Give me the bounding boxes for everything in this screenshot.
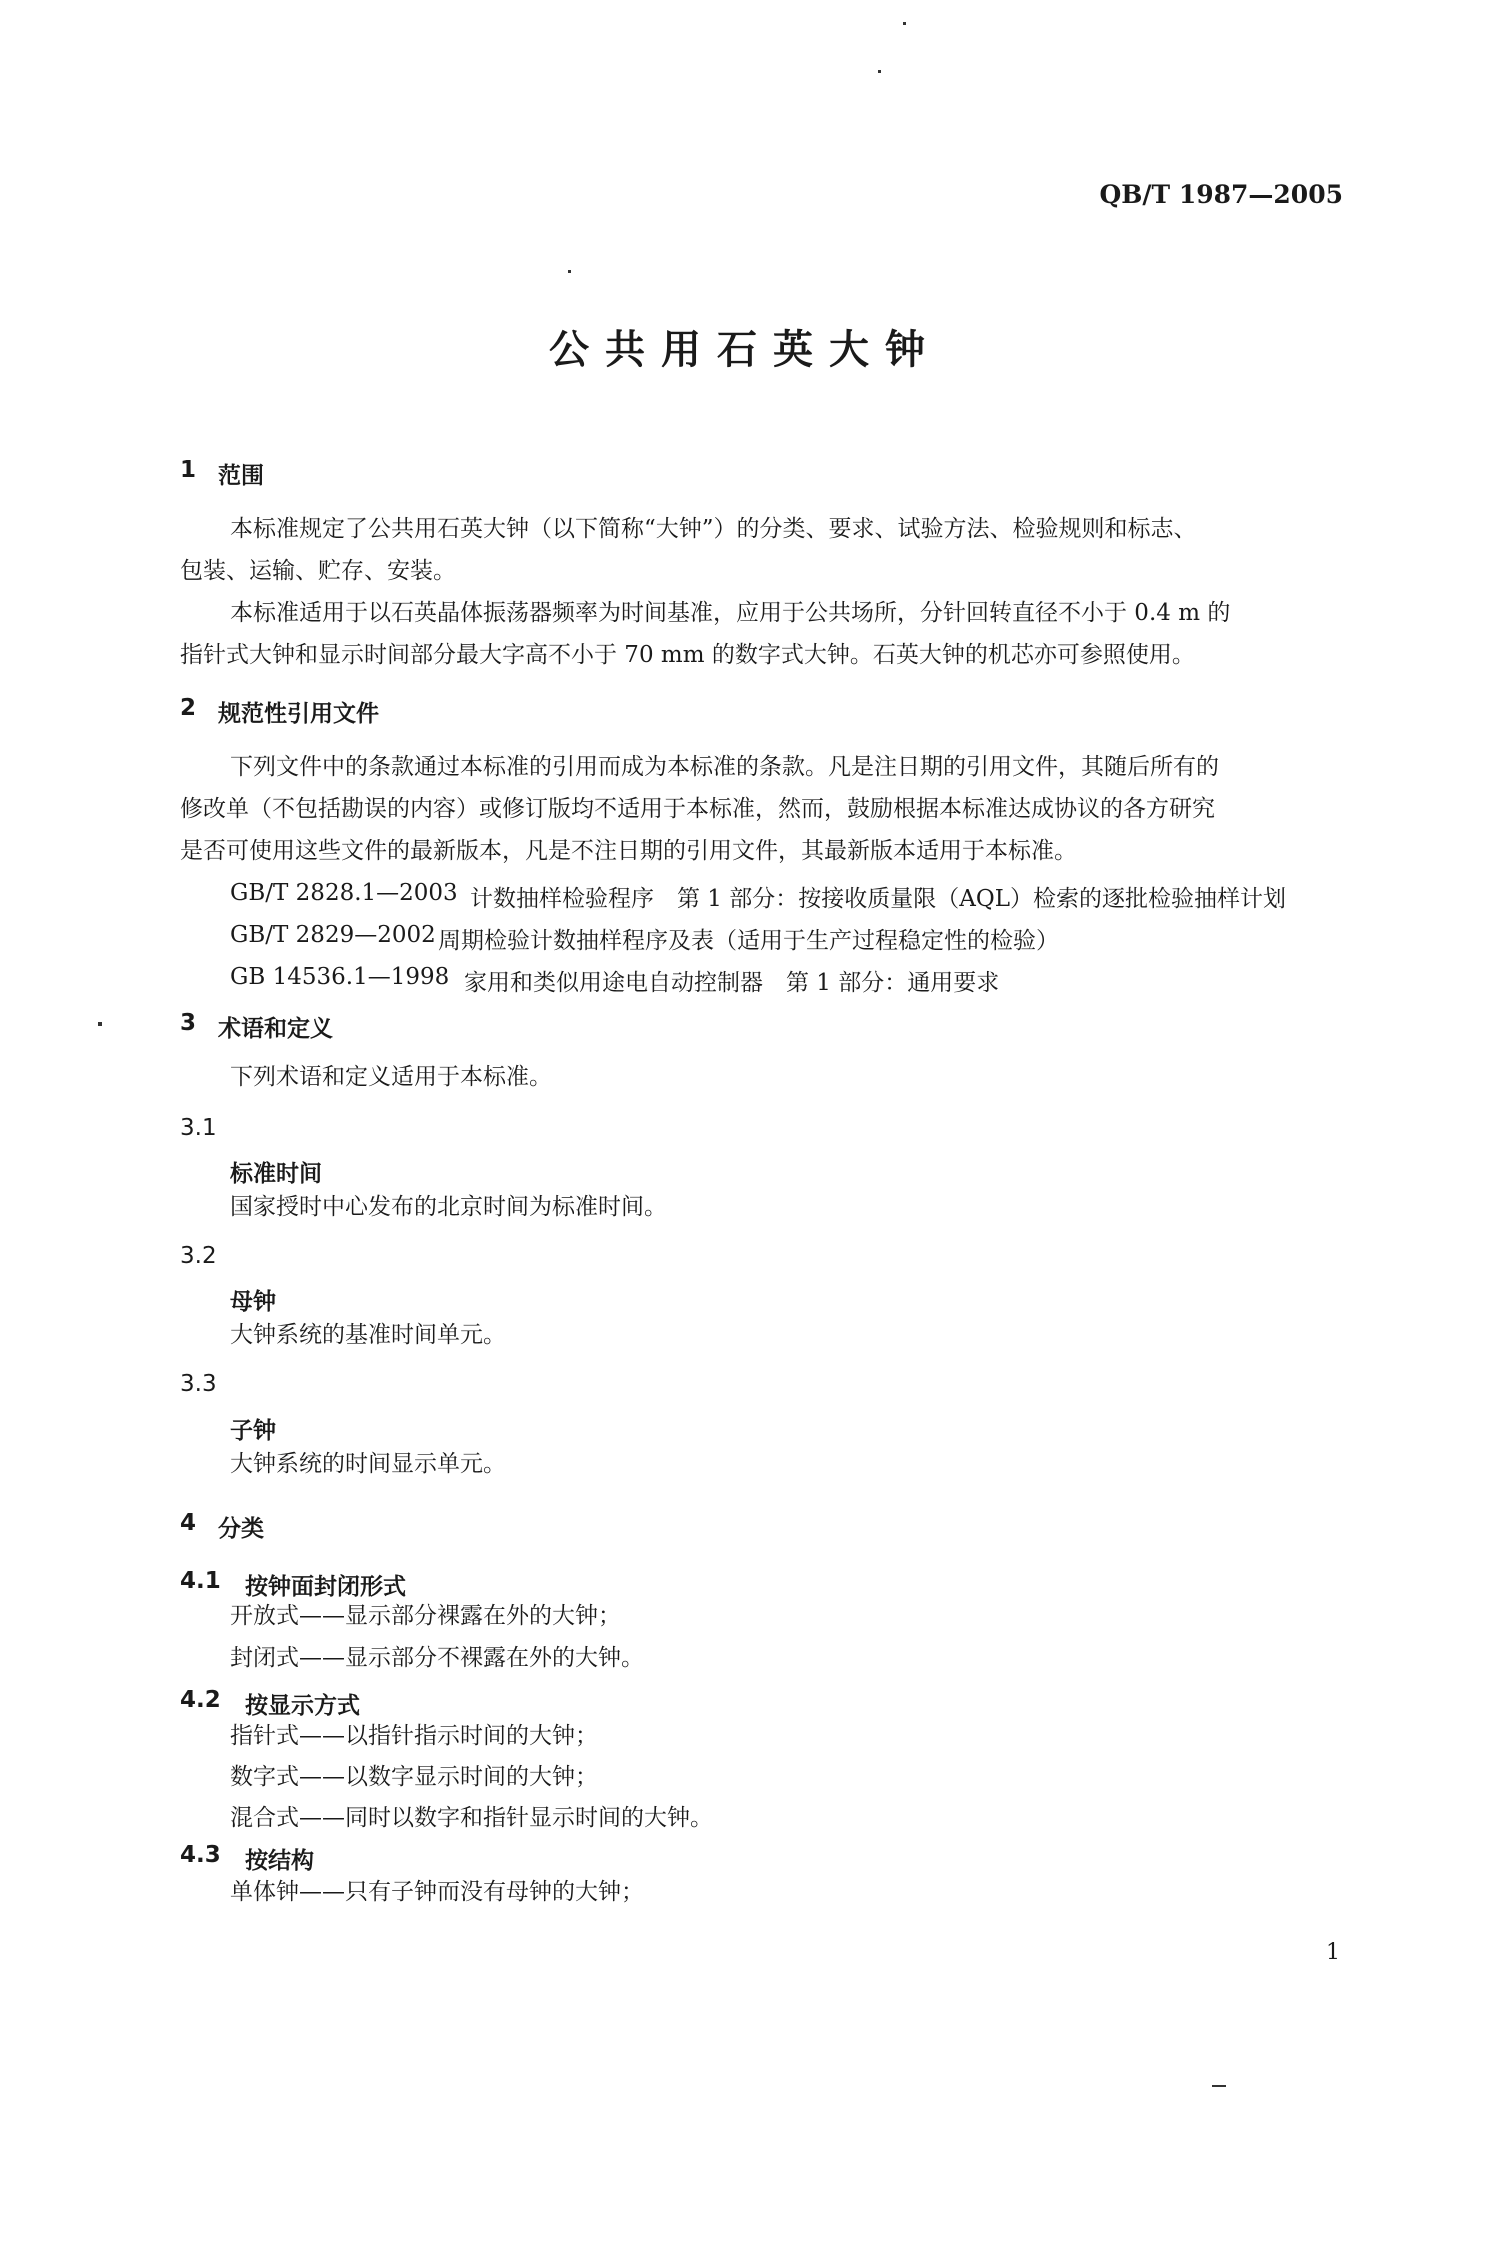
clause-4-1-number: 4.1: [180, 1568, 221, 1594]
section-2-title: 规范性引用文件: [218, 701, 379, 727]
clause-4-2-title: 按显示方式: [245, 1693, 360, 1719]
classification-line: 混合式——同时以数字和指针显示时间的大钟。: [230, 1805, 713, 1831]
page-number: 1: [1326, 1940, 1340, 1965]
normative-intro-line-3: 是否可使用这些文件的最新版本，凡是不注日期的引用文件，其最新版本适用于本标准。: [180, 838, 1077, 864]
classification-line: 指针式——以指针指示时间的大钟；: [230, 1723, 598, 1749]
reference-title: 家用和类似用途电自动控制器 第 1 部分：通用要求: [464, 970, 1000, 996]
term-number: 3.3: [180, 1371, 217, 1397]
section-1-number: 1: [180, 457, 197, 483]
normative-intro-line-1: 下列文件中的条款通过本标准的引用而成为本标准的条款。凡是注日期的引用文件，其随后所有的: [230, 754, 1219, 780]
reference-code: GB/T 2828.1—2003: [230, 880, 458, 906]
classification-line: 数字式——以数字显示时间的大钟；: [230, 1764, 598, 1790]
normative-intro-line-2: 修改单（不包括勘误的内容）或修订版均不适用于本标准，然而，鼓励根据本标准达成协议的各方研究: [180, 796, 1215, 822]
section-3-number: 3: [180, 1010, 197, 1036]
clause-4-2-number: 4.2: [180, 1687, 221, 1713]
section-3-title: 术语和定义: [218, 1016, 333, 1042]
term-name: 子钟: [230, 1418, 276, 1444]
classification-line: 单体钟——只有子钟而没有母钟的大钟；: [230, 1879, 644, 1905]
section-4-number: 4: [180, 1510, 197, 1536]
reference-code: GB/T 2829—2002: [230, 922, 436, 948]
scope-paragraph-2-line-2: 指针式大钟和显示时间部分最大字高不小于 70 mm 的数字式大钟。石英大钟的机芯亦可参照使用。: [180, 642, 1195, 668]
clause-4-1-title: 按钟面封闭形式: [245, 1574, 406, 1600]
terms-intro: 下列术语和定义适用于本标准。: [230, 1064, 552, 1090]
scan-speck: [568, 270, 571, 273]
scope-paragraph-2-line-1: 本标准适用于以石英晶体振荡器频率为时间基准，应用于公共场所，分针回转直径不小于 0.4 m 的: [230, 600, 1231, 626]
document-number: QB/T 1987—2005: [1099, 180, 1343, 209]
clause-4-3-title: 按结构: [245, 1848, 314, 1874]
scope-paragraph-1-line-2: 包装、运输、贮存、安装。: [180, 558, 456, 584]
reference-title: 计数抽样检验程序 第 1 部分：按接收质量限（AQL）检索的逐批检验抽样计划: [470, 886, 1286, 912]
scan-speck: [1212, 2085, 1226, 2087]
classification-line: 开放式——显示部分裸露在外的大钟；: [230, 1603, 621, 1629]
scan-speck: [98, 1022, 102, 1026]
term-name: 标准时间: [230, 1161, 322, 1187]
term-number: 3.2: [180, 1243, 217, 1269]
reference-code: GB 14536.1—1998: [230, 964, 450, 990]
scan-speck: [878, 70, 881, 73]
reference-title: 周期检验计数抽样程序及表（适用于生产过程稳定性的检验）: [438, 928, 1059, 954]
term-name: 母钟: [230, 1289, 276, 1315]
term-definition: 国家授时中心发布的北京时间为标准时间。: [230, 1194, 667, 1220]
term-definition: 大钟系统的时间显示单元。: [230, 1451, 506, 1477]
classification-line: 封闭式——显示部分不裸露在外的大钟。: [230, 1645, 644, 1671]
page-title: 公共用石英大钟: [549, 327, 941, 373]
section-1-title: 范围: [218, 463, 264, 489]
term-number: 3.1: [180, 1115, 217, 1141]
section-4-title: 分类: [218, 1516, 264, 1542]
clause-4-3-number: 4.3: [180, 1842, 221, 1868]
section-2-number: 2: [180, 695, 197, 721]
term-definition: 大钟系统的基准时间单元。: [230, 1322, 506, 1348]
scan-speck: [903, 22, 906, 25]
scope-paragraph-1-line-1: 本标准规定了公共用石英大钟（以下简称“大钟”）的分类、要求、试验方法、检验规则和标志、: [230, 516, 1197, 542]
